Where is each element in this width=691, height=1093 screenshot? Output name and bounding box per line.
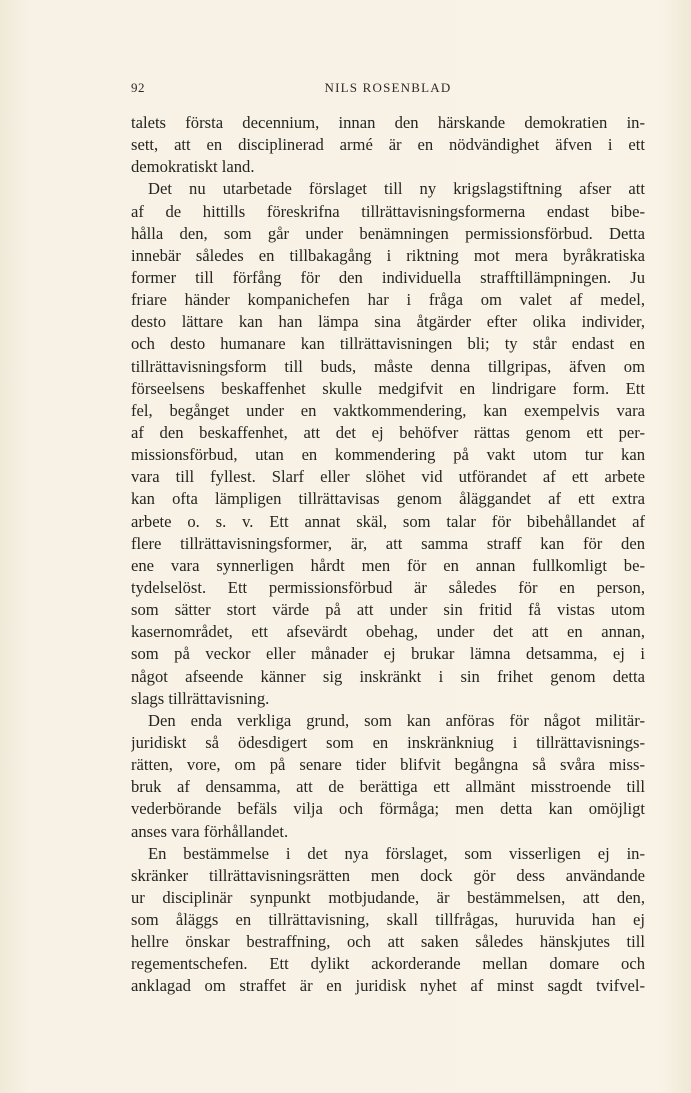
text-line: och desto humanare kan tillrättavisningen bli; ty står endast en bbox=[131, 334, 645, 354]
text-line: som sätter stort värde på att under sin fritid få vistas utom bbox=[131, 600, 645, 620]
text-line: kan ofta lämpligen tillrättavisas genom åläggandet af ett extra bbox=[131, 489, 645, 509]
text-line: förseelsens beskaffenhet skulle medgifvit en lindrigare form. Ett bbox=[131, 378, 645, 398]
text-line: sett, att en disciplinerad armé är en nödvändighet äfven i ett bbox=[131, 135, 645, 155]
text-line: demokratiskt land. bbox=[131, 157, 255, 177]
text-line: kasernområdet, ett afsevärdt obehag, under det att en annan, bbox=[131, 622, 645, 642]
running-title: NILS ROSENBLAD bbox=[324, 80, 452, 95]
text-line: slags tillrättavisning. bbox=[131, 688, 270, 708]
running-head bbox=[131, 80, 645, 100]
text-line: tydelselöst. Ett permissionsförbud är således för en person, bbox=[131, 577, 645, 597]
page-number: 92 bbox=[131, 80, 145, 95]
text-line: fel, begånget under en vaktkommendering, kan exempelvis vara bbox=[131, 400, 645, 420]
body-text bbox=[131, 112, 645, 998]
text-line: som på veckor eller månader ej brukar lämna detsamma, ej i bbox=[131, 644, 645, 664]
text-line: En bestämmelse i det nya förslaget, som visserligen ej in- bbox=[148, 843, 645, 863]
text-line: friare händer kompanichefen har i fråga om valet af medel, bbox=[131, 290, 645, 310]
text-line: Den enda verkliga grund, som kan anföras för något militär- bbox=[148, 710, 645, 730]
text-line: bruk af densamma, att de berättiga ett allmänt misstroende till bbox=[131, 777, 645, 797]
text-line: talets första decennium, innan den härskande demokratien in- bbox=[131, 113, 645, 132]
text-line: hellre önskar bestraffning, och att saken således hänskjutes till bbox=[131, 932, 645, 952]
text-line: rätten, vore, om på senare tider blifvit begångna så svåra miss- bbox=[131, 755, 645, 775]
text-line: som åläggs en tillrättavisning, skall tillfrågas, huruvida han ej bbox=[131, 910, 645, 930]
text-line: tillrättavisningsform till buds, måste denna tillgripas, äfven om bbox=[131, 356, 645, 376]
text-line: skränker tillrättavisningsrätten men dock gör dess användande bbox=[131, 865, 645, 885]
text-line: missionsförbud, utan en kommendering på vakt utom tur kan bbox=[131, 445, 645, 465]
text-line: anklagad om straffet är en juridisk nyhet af minst sagdt tvifvel- bbox=[131, 976, 645, 996]
text-line: af den beskaffenhet, att det ej behöfver rättas genom ett per- bbox=[131, 422, 645, 442]
text-line: desto lättare kan han lämpa sina åtgärder efter olika individer, bbox=[131, 312, 645, 332]
text-line: regementschefen. Ett dylikt ackorderande mellan domare och bbox=[131, 954, 645, 974]
text-line: juridiskt så ödesdigert som en inskränkniug i tillrättavisnings- bbox=[131, 732, 645, 752]
text-line: ur disciplinär synpunkt motbjudande, är bestämmelsen, att den, bbox=[131, 887, 645, 907]
text-line: Det nu utarbetade förslaget till ny krigslagstiftning afser att bbox=[148, 179, 645, 199]
text-line: vara till fyllest. Slarf eller slöhet vid utförandet af ett arbete bbox=[131, 467, 645, 487]
text-line: något afseende känner sig inskränkt i sin frihet genom detta bbox=[131, 666, 645, 686]
text-line: hålla den, som går under benämningen permissionsförbud. Detta bbox=[131, 223, 645, 243]
text-line: af de hittills föreskrifna tillrättavisningsformerna endast bibe- bbox=[131, 201, 645, 221]
text-line: flere tillrättavisningsformer, är, att samma straff kan för den bbox=[131, 533, 645, 553]
text-line: former till förfång för den individuella strafftillämpningen. Ju bbox=[131, 267, 645, 287]
text-line: innebär således en tillbakagång i riktning mot mera byråkratiska bbox=[131, 245, 645, 265]
text-line: arbete o. s. v. Ett annat skäl, som talar för bibehållandet af bbox=[131, 511, 645, 531]
text-line: vederbörande befäls vilja och förmåga; men detta kan omöjligt bbox=[131, 799, 645, 819]
text-line: ene vara synnerligen hårdt men för en annan fullkomligt be- bbox=[131, 555, 645, 575]
text-line: anses vara förhållandet. bbox=[131, 821, 289, 841]
